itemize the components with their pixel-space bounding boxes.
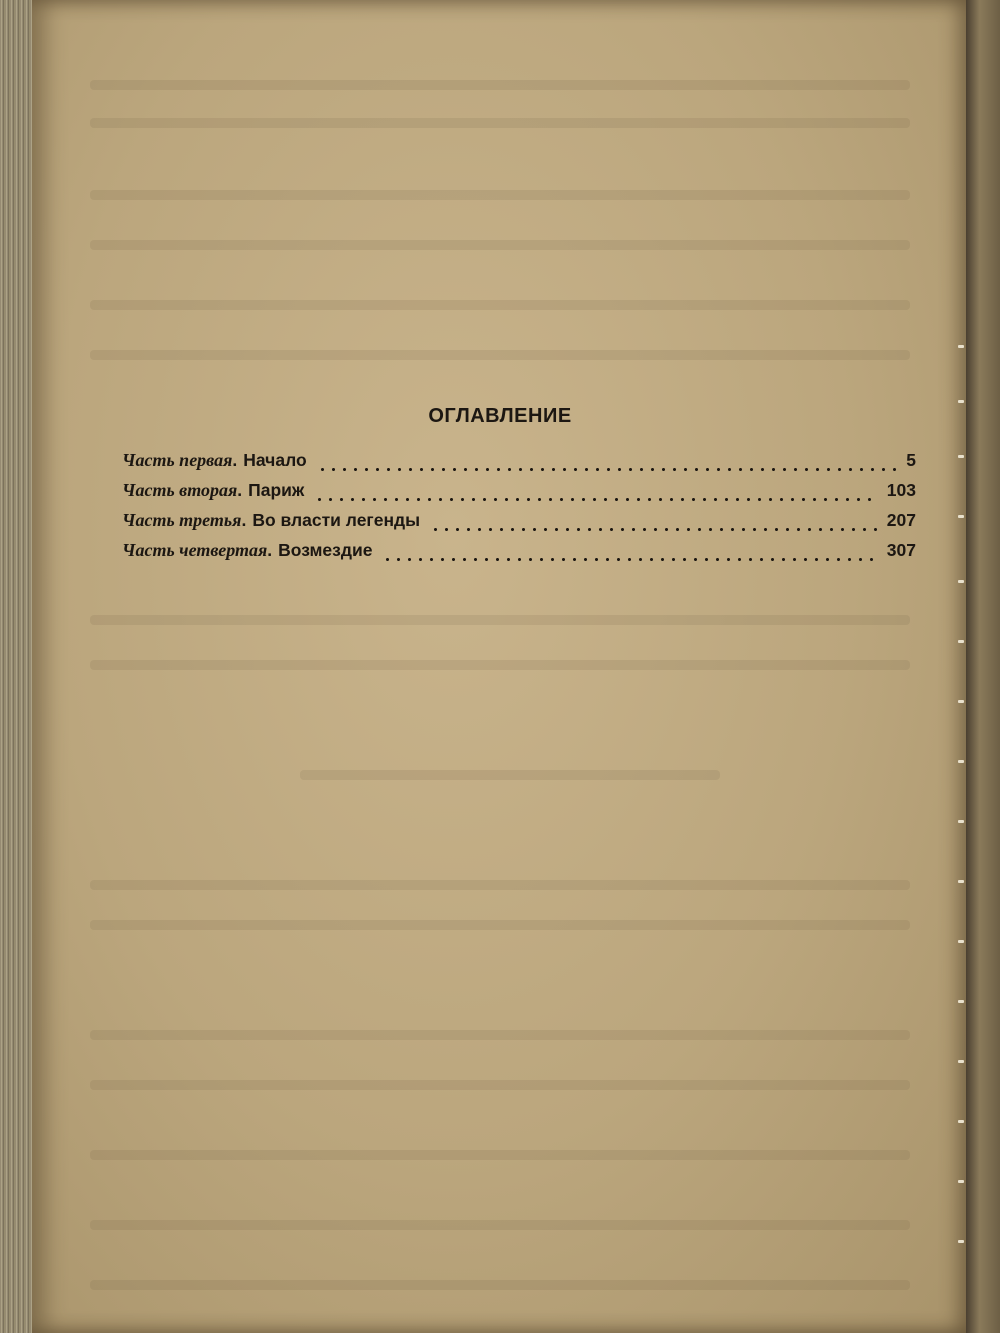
book-cover-edge — [966, 0, 1000, 1333]
toc-entry — [122, 450, 916, 480]
show-through-text — [90, 190, 910, 200]
toc-page-number: 5 — [906, 450, 916, 470]
toc-entry — [122, 540, 916, 570]
show-through-text — [90, 1080, 910, 1090]
toc-part-label: Часть первая — [122, 450, 233, 470]
binding-stitch — [958, 400, 964, 403]
toc-entry-title: Во власти легенды — [252, 510, 421, 530]
toc-separator: . — [267, 540, 273, 560]
binding-stitch — [958, 760, 964, 763]
toc-separator: . — [237, 480, 243, 500]
dot-leader — [430, 528, 877, 531]
toc-page-number: 207 — [886, 510, 916, 530]
toc-entry-title: Возмездие — [278, 540, 373, 560]
show-through-text — [90, 1150, 910, 1160]
binding-stitch — [958, 640, 964, 643]
table-of-contents — [122, 450, 916, 570]
dot-leader — [314, 498, 876, 501]
toc-entry-title: Начало — [243, 450, 307, 470]
toc-entry-title: Париж — [248, 480, 305, 500]
binding-stitch — [958, 1120, 964, 1123]
show-through-text — [300, 770, 720, 780]
toc-part-label: Часть третья — [122, 510, 242, 530]
show-through-text — [90, 660, 910, 670]
toc-page-number: 103 — [886, 480, 916, 500]
toc-part-label: Часть четвертая — [122, 540, 268, 560]
binding-stitch — [958, 1000, 964, 1003]
show-through-text — [90, 240, 910, 250]
binding-stitch — [958, 1180, 964, 1183]
binding-stitch — [958, 515, 964, 518]
dot-leader — [382, 558, 876, 561]
binding-stitch — [958, 1060, 964, 1063]
show-through-text — [90, 80, 910, 90]
toc-entry — [122, 510, 916, 540]
binding-stitch — [958, 940, 964, 943]
show-through-text — [90, 920, 910, 930]
toc-part-label: Часть вторая — [122, 480, 238, 500]
toc-page-number: 307 — [886, 540, 916, 560]
binding-stitch — [958, 455, 964, 458]
binding-stitch — [958, 880, 964, 883]
binding-stitch — [958, 820, 964, 823]
show-through-text — [90, 300, 910, 310]
show-through-text — [90, 118, 910, 128]
binding-stitch — [958, 700, 964, 703]
binding-stitch — [958, 345, 964, 348]
binding-stitch — [958, 580, 964, 583]
toc-heading: ОГЛАВЛЕНИЕ — [428, 405, 572, 427]
show-through-text — [90, 350, 910, 360]
show-through-text — [90, 880, 910, 890]
show-through-text — [90, 1030, 910, 1040]
show-through-text — [90, 1280, 910, 1290]
show-through-text — [90, 1220, 910, 1230]
dot-leader — [317, 468, 897, 471]
toc-separator: . — [232, 450, 238, 470]
show-through-text — [90, 615, 910, 625]
binding-stitch — [958, 1240, 964, 1243]
toc-separator: . — [241, 510, 247, 530]
toc-entry — [122, 480, 916, 510]
